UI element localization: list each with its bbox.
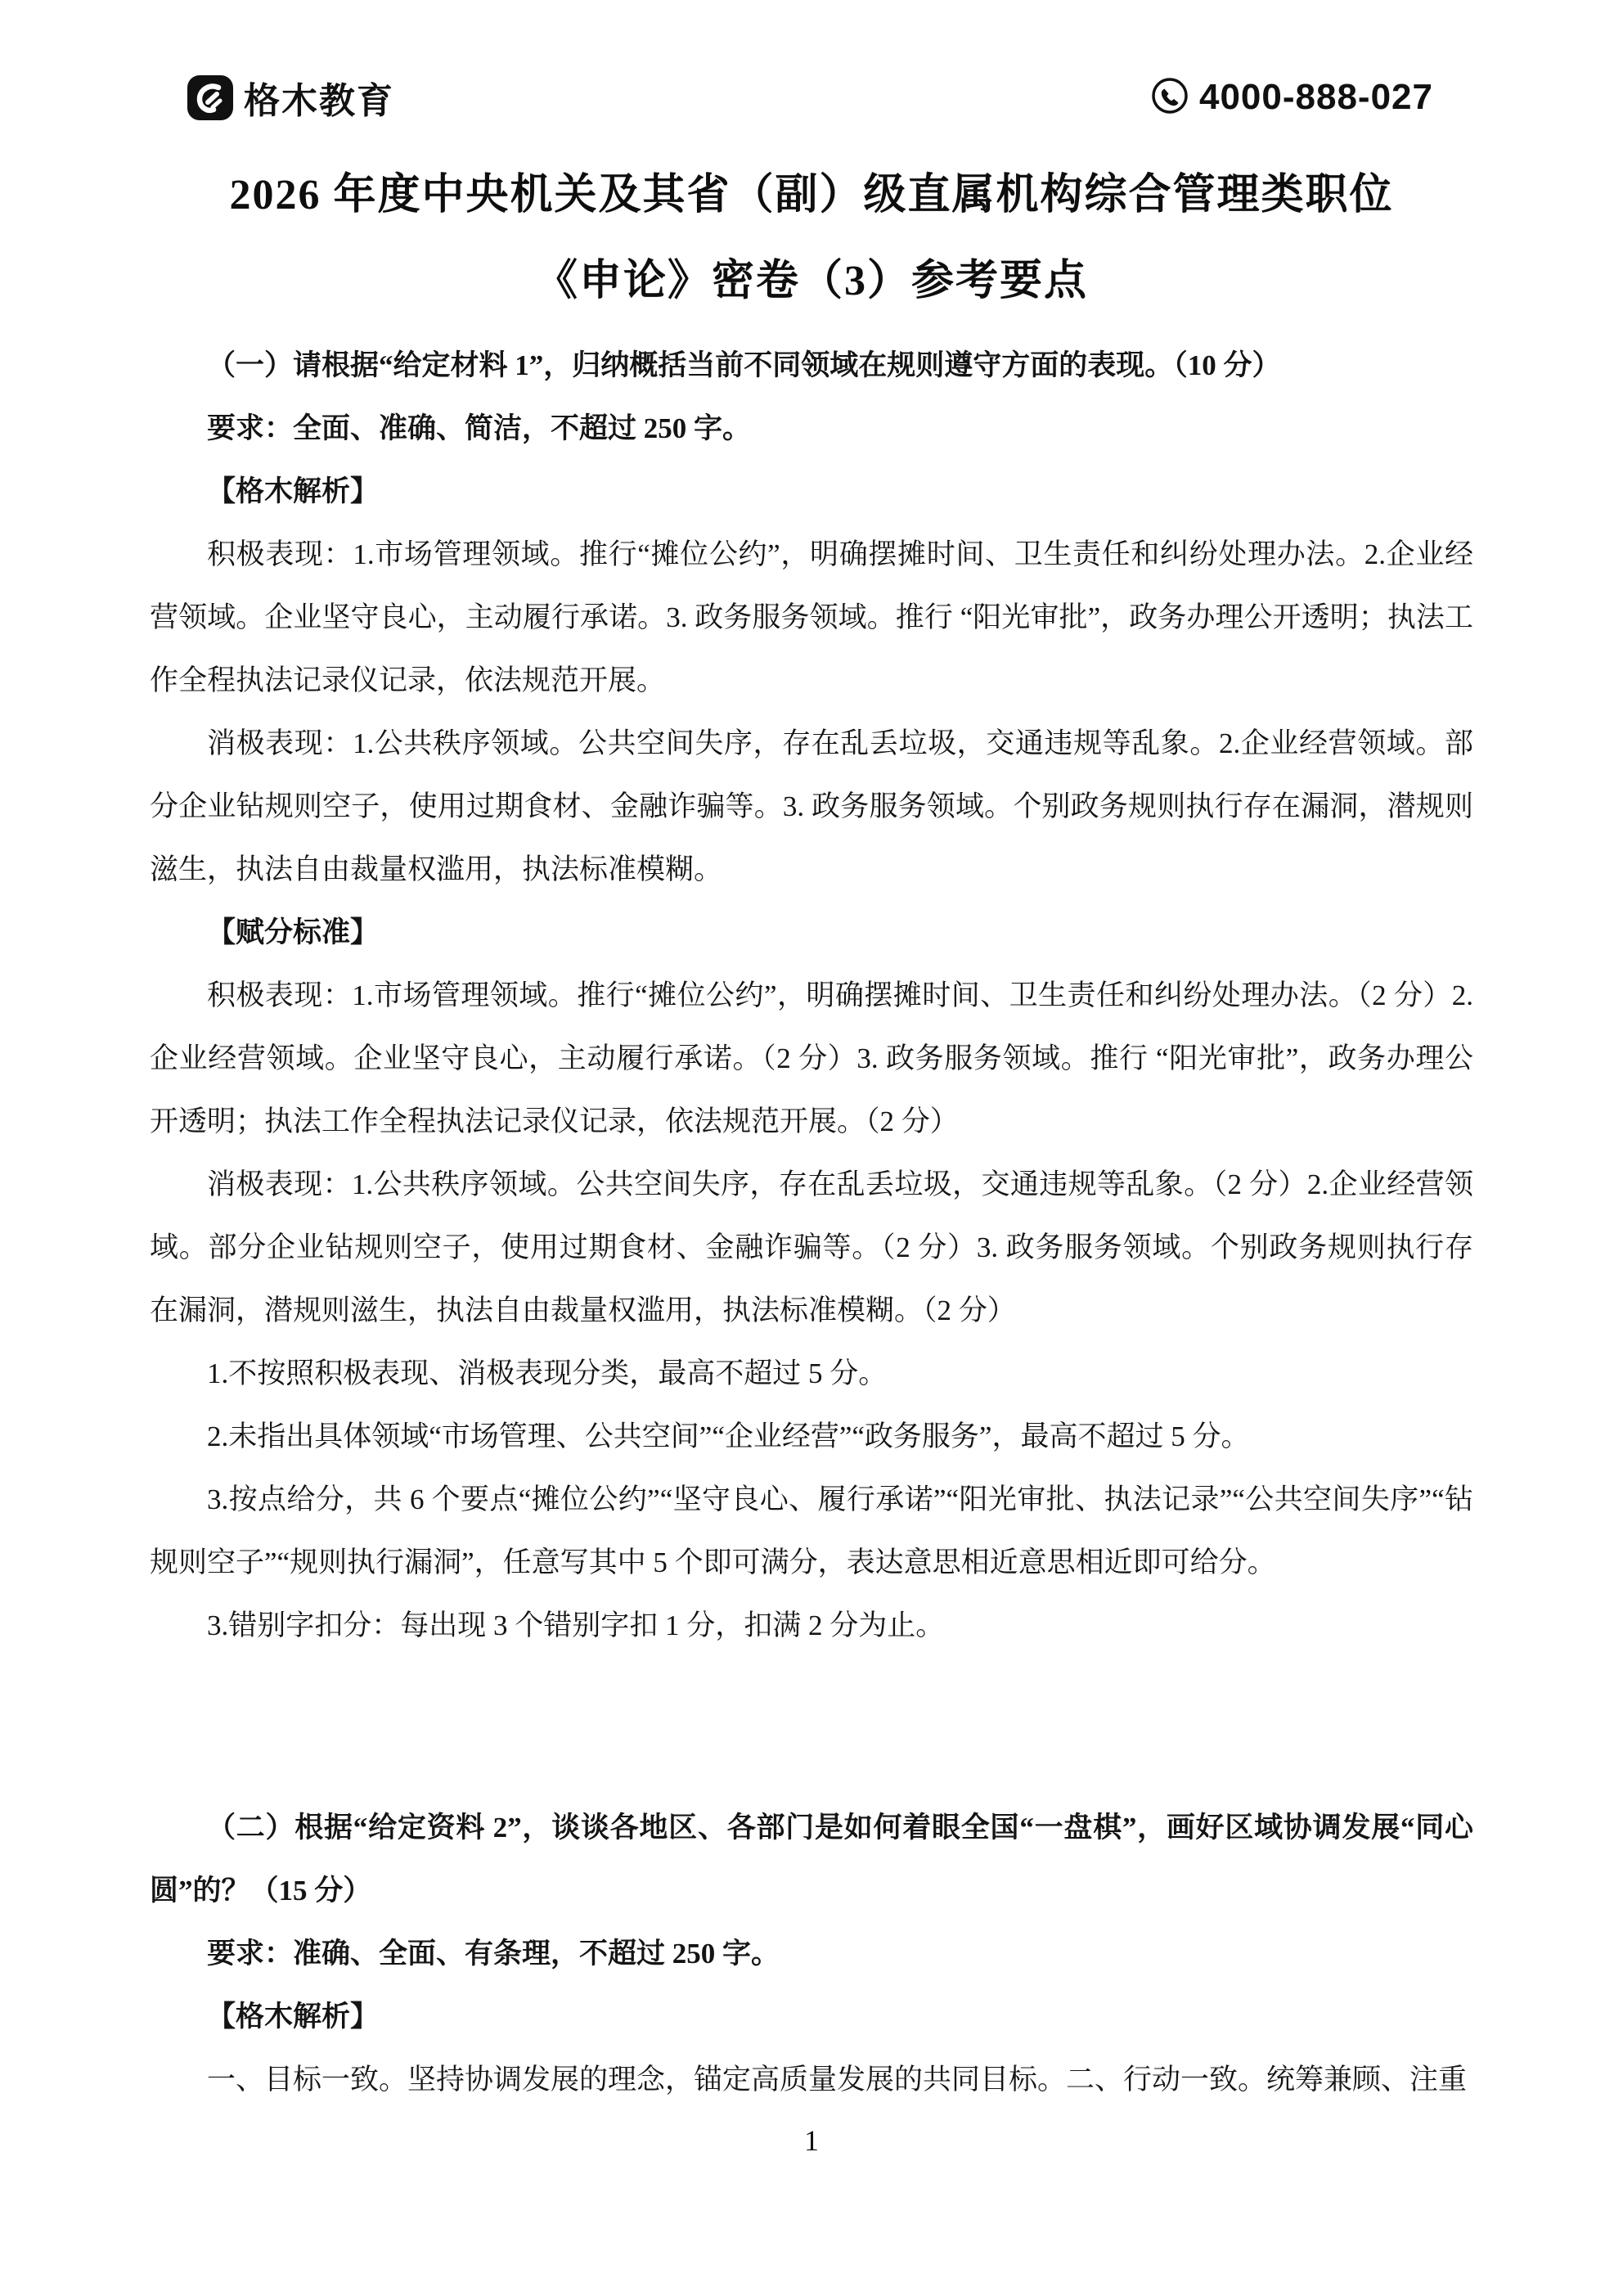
- question-1-requirement: 要求：全面、准确、简洁，不超过 250 字。: [207, 412, 752, 444]
- contact-phone: [1150, 76, 1433, 119]
- scoring-rule-2: 2.未指出具体领域“市场管理、公共空间”“企业经营”“政务服务”，最高不超过 5 分。: [207, 1420, 1250, 1452]
- document-title: [0, 152, 1623, 324]
- document-title-line-2: 《申论》密卷（3）参考要点: [534, 258, 1088, 304]
- document-body: [150, 334, 1473, 2111]
- question-1: （一）请根据“给定材料 1”，归纳概括当前不同领域在规则遵守方面的表现。（10 分）: [207, 349, 1281, 381]
- brand-logo: [187, 71, 394, 124]
- document-title-line-1: 2026 年度中央机关及其省（副）级直属机构综合管理类职位: [229, 172, 1394, 218]
- phone-icon: [1150, 76, 1189, 119]
- scoring-rule-3: 3.按点给分，共 6 个要点“摊位公约”“坚守良心、履行承诺”“阳光审批、执法记录”“公共空间失序”“钻规则空子”“规则执行漏洞”，任意写其中 5 个即可满分，表达意思相近意思相近即可给分。: [150, 1483, 1473, 1578]
- question-2: （二）根据“给定资料 2”，谈谈各地区、各部门是如何着眼全国“一盘棋”，画好区域协调发展“同心圆”的？（15 分）: [150, 1812, 1473, 1907]
- brand-name: 格木教育: [244, 81, 394, 121]
- analysis-2-intro-paragraph: 一、目标一致。坚持协调发展的理念，锚定高质量发展的共同目标。二、行动一致。统筹兼顾、注重: [207, 2064, 1468, 2096]
- page-number: 1: [804, 2124, 819, 2157]
- section-heading-analysis-2: 【格木解析】: [207, 2001, 380, 2033]
- question-2-requirement: 要求：准确、全面、有条理，不超过 250 字。: [207, 1938, 780, 1970]
- analysis-positive-paragraph: 积极表现：1.市场管理领域。推行“摊位公约”，明确摆摊时间、卫生责任和纠纷处理办法。2.企业经营领域。企业坚守良心，主动履行承诺。3. 政务服务领域。推行 “阳光审批”，政务办理公开透明；执法工作全程执法记录仪记录，依法规范开展。: [150, 538, 1473, 696]
- scoring-rule-1: 1.不按照积极表现、消极表现分类，最高不超过 5 分。: [207, 1357, 888, 1389]
- analysis-negative-paragraph: 消极表现：1.公共秩序领域。公共空间失序，存在乱丢垃圾，交通违规等乱象。2.企业经营领域。部分企业钻规则空子，使用过期食材、金融诈骗等。3. 政务服务领域。个别政务规则执行存在漏洞，潜规则滋生，执法自由裁量权滥用，执法标准模糊。: [150, 727, 1473, 885]
- section-heading-analysis-1: 【格木解析】: [207, 475, 380, 507]
- scoring-negative-paragraph: 消极表现：1.公共秩序领域。公共空间失序，存在乱丢垃圾，交通违规等乱象。（2 分）2.企业经营领域。部分企业钻规则空子，使用过期食材、金融诈骗等。（2 分）3. 政务服务领域。个别政务规则执行存在漏洞，潜规则滋生，执法自由裁量权滥用，执法标准模糊。（2 分）: [150, 1168, 1473, 1326]
- phone-number: 4000-888-027: [1198, 77, 1433, 117]
- page-footer: [0, 2123, 1623, 2159]
- scoring-rule-typo-deduction: 3.错别字扣分：每出现 3 个错别字扣 1 分，扣满 2 分为止。: [207, 1609, 945, 1641]
- section-heading-scoring-standard: 【赋分标准】: [207, 916, 380, 948]
- gemu-logo-icon: [187, 74, 234, 121]
- scoring-positive-paragraph: 积极表现：1.市场管理领域。推行“摊位公约”，明确摆摊时间、卫生责任和纠纷处理办法。（2 分）2.企业经营领域。企业坚守良心，主动履行承诺。（2 分）3. 政务服务领域。推行 “阳光审批”，政务办理公开透明；执法工作全程执法记录仪记录，依法规范开展。（2 分）: [150, 979, 1473, 1137]
- page-header: [187, 70, 1433, 124]
